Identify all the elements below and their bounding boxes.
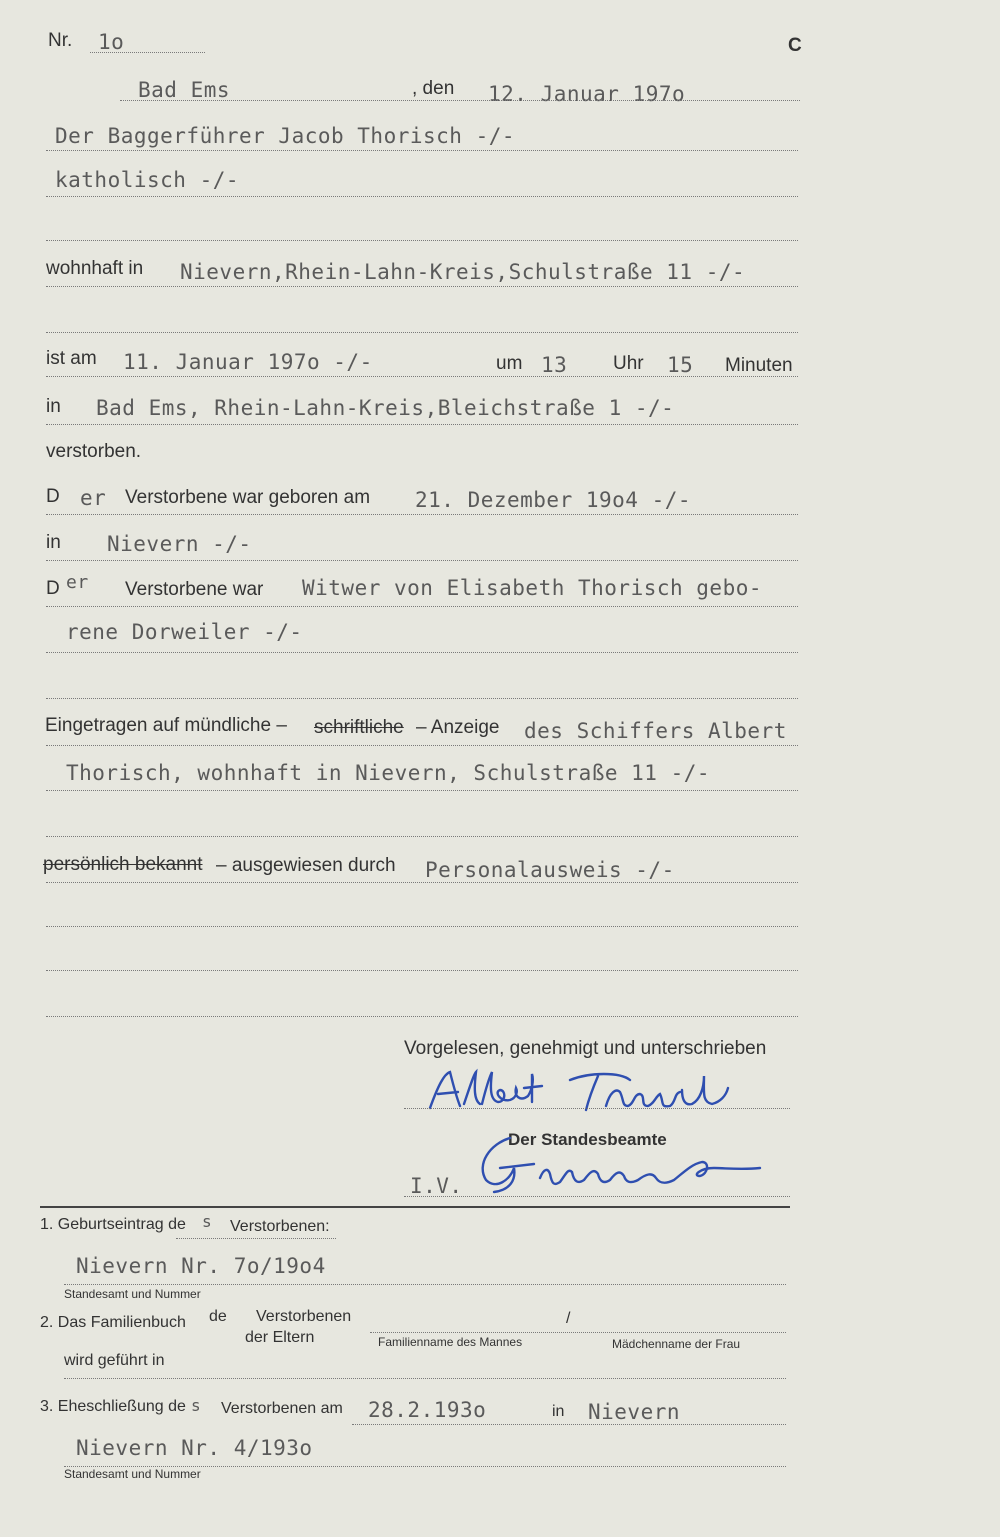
rule	[46, 926, 798, 927]
minuten-label: Minuten	[725, 355, 793, 376]
birth-label: Verstorbene war geboren am	[125, 487, 371, 508]
note2-option-parents: der Eltern	[245, 1329, 315, 1346]
rule	[370, 1332, 786, 1333]
identification-value: Personalausweis -/-	[425, 858, 675, 882]
note3-in-label: in	[552, 1403, 565, 1420]
residence-label: wohnhaft in	[46, 258, 144, 279]
note1-caption: Standesamt und Nummer	[64, 1287, 201, 1301]
marital-gender-suffix: er	[66, 572, 89, 593]
marital-label: Verstorbene war	[125, 579, 264, 600]
note1-suffix: s	[202, 1212, 213, 1231]
identification-label: – ausgewiesen durch	[216, 855, 396, 876]
death-place: Bad Ems, Rhein-Lahn-Kreis,Bleichstraße 1 -/-	[96, 396, 675, 420]
rule	[46, 560, 798, 561]
informant-signature-line	[404, 1108, 790, 1109]
birth-gender-suffix: er	[80, 486, 107, 510]
rule	[46, 1016, 798, 1017]
report-label-a: Eingetragen auf mündliche –	[45, 715, 287, 736]
registrar-signature-line	[404, 1196, 790, 1197]
registrar-signature	[470, 1124, 790, 1198]
uhr-label: Uhr	[613, 353, 644, 374]
verstorben-label: verstorben.	[46, 441, 142, 462]
deceased-religion: katholisch -/-	[55, 168, 240, 192]
note2-kept-label: wird geführt in	[64, 1352, 165, 1369]
note3-label: 3. Eheschließung de	[40, 1398, 186, 1415]
note2-option-deceased: Verstorbenen	[256, 1308, 352, 1325]
rule	[46, 424, 798, 425]
marital-line1: Witwer von Elisabeth Thorisch gebo-	[302, 576, 763, 600]
den-label: , den	[412, 78, 455, 99]
note2-caption-woman: Mädchenname der Frau	[612, 1337, 741, 1351]
note1-label-b: Verstorbenen:	[230, 1218, 330, 1235]
note3-suffix: s	[191, 1396, 202, 1415]
deceased-residence: Nievern,Rhein-Lahn-Kreis,Schulstraße 11 -/-	[180, 260, 746, 284]
registry-place: Bad Ems	[138, 78, 231, 102]
report-label-b: – Anzeige	[416, 717, 500, 738]
note2-label: 2. Das Familienbuch	[40, 1314, 186, 1331]
rule	[46, 836, 798, 837]
note2-de: de	[209, 1308, 227, 1325]
note2-slash: /	[566, 1310, 571, 1327]
report-struck: schriftliche	[314, 717, 404, 738]
note3-date: 28.2.193o	[368, 1398, 487, 1422]
rule	[46, 514, 798, 515]
report-line1: des Schiffers Albert	[524, 719, 787, 743]
rule	[46, 698, 798, 699]
birth-place: Nievern -/-	[107, 532, 252, 556]
read-approved-text: Vorgelesen, genehmigt und unterschrieben	[404, 1038, 767, 1059]
death-hour: 13	[541, 353, 568, 377]
registry-date: 12. Januar 197o	[488, 82, 686, 106]
rule	[46, 332, 798, 333]
rule	[46, 882, 798, 883]
report-line2: Thorisch, wohnhaft in Nievern, Schulstraße 11 -/-	[66, 761, 711, 785]
place-date-line	[120, 100, 800, 101]
um-label: um	[496, 353, 523, 374]
note3-value: Nievern Nr. 4/193o	[76, 1436, 313, 1460]
rule	[64, 1378, 786, 1379]
rule	[46, 376, 798, 377]
marital-d-label: D	[46, 578, 60, 599]
iv-label: I.V.	[410, 1174, 463, 1198]
marital-line2: rene Dorweiler -/-	[66, 620, 303, 644]
nr-label: Nr.	[48, 30, 73, 51]
rule	[176, 1238, 336, 1239]
birth-date: 21. Dezember 19o4 -/-	[415, 488, 692, 512]
birth-d-label: D	[46, 486, 60, 507]
identification-struck: persönlich bekannt	[43, 854, 203, 875]
rule	[46, 970, 798, 971]
death-place-label: in	[46, 396, 61, 417]
rule	[46, 150, 798, 151]
birth-place-label: in	[46, 532, 61, 553]
rule	[352, 1424, 786, 1425]
death-date-label: ist am	[46, 348, 97, 369]
corner-letter: C	[788, 35, 802, 56]
note2-caption-man: Familienname des Mannes	[378, 1335, 523, 1349]
note1-value: Nievern Nr. 7o/19o4	[76, 1254, 326, 1278]
rule	[46, 745, 798, 746]
rule	[46, 196, 798, 197]
rule	[46, 286, 798, 287]
registrar-label: Der Standesbeamte	[508, 1130, 667, 1149]
rule	[64, 1284, 786, 1285]
rule	[46, 790, 798, 791]
note3-label-b: Verstorbenen am	[221, 1400, 343, 1417]
rule	[46, 606, 798, 607]
note3-place: Nievern	[588, 1400, 681, 1424]
death-minutes: 15	[667, 353, 694, 377]
section-divider	[40, 1206, 790, 1208]
nr-line	[90, 52, 205, 53]
note3-caption: Standesamt und Nummer	[64, 1467, 201, 1481]
note1-label: 1. Geburtseintrag de	[40, 1216, 186, 1233]
rule	[46, 652, 798, 653]
death-date: 11. Januar 197o -/-	[123, 350, 373, 374]
nr-value: 1o	[98, 30, 125, 54]
rule	[46, 240, 798, 241]
deceased-name: Der Baggerführer Jacob Thorisch -/-	[55, 124, 516, 148]
